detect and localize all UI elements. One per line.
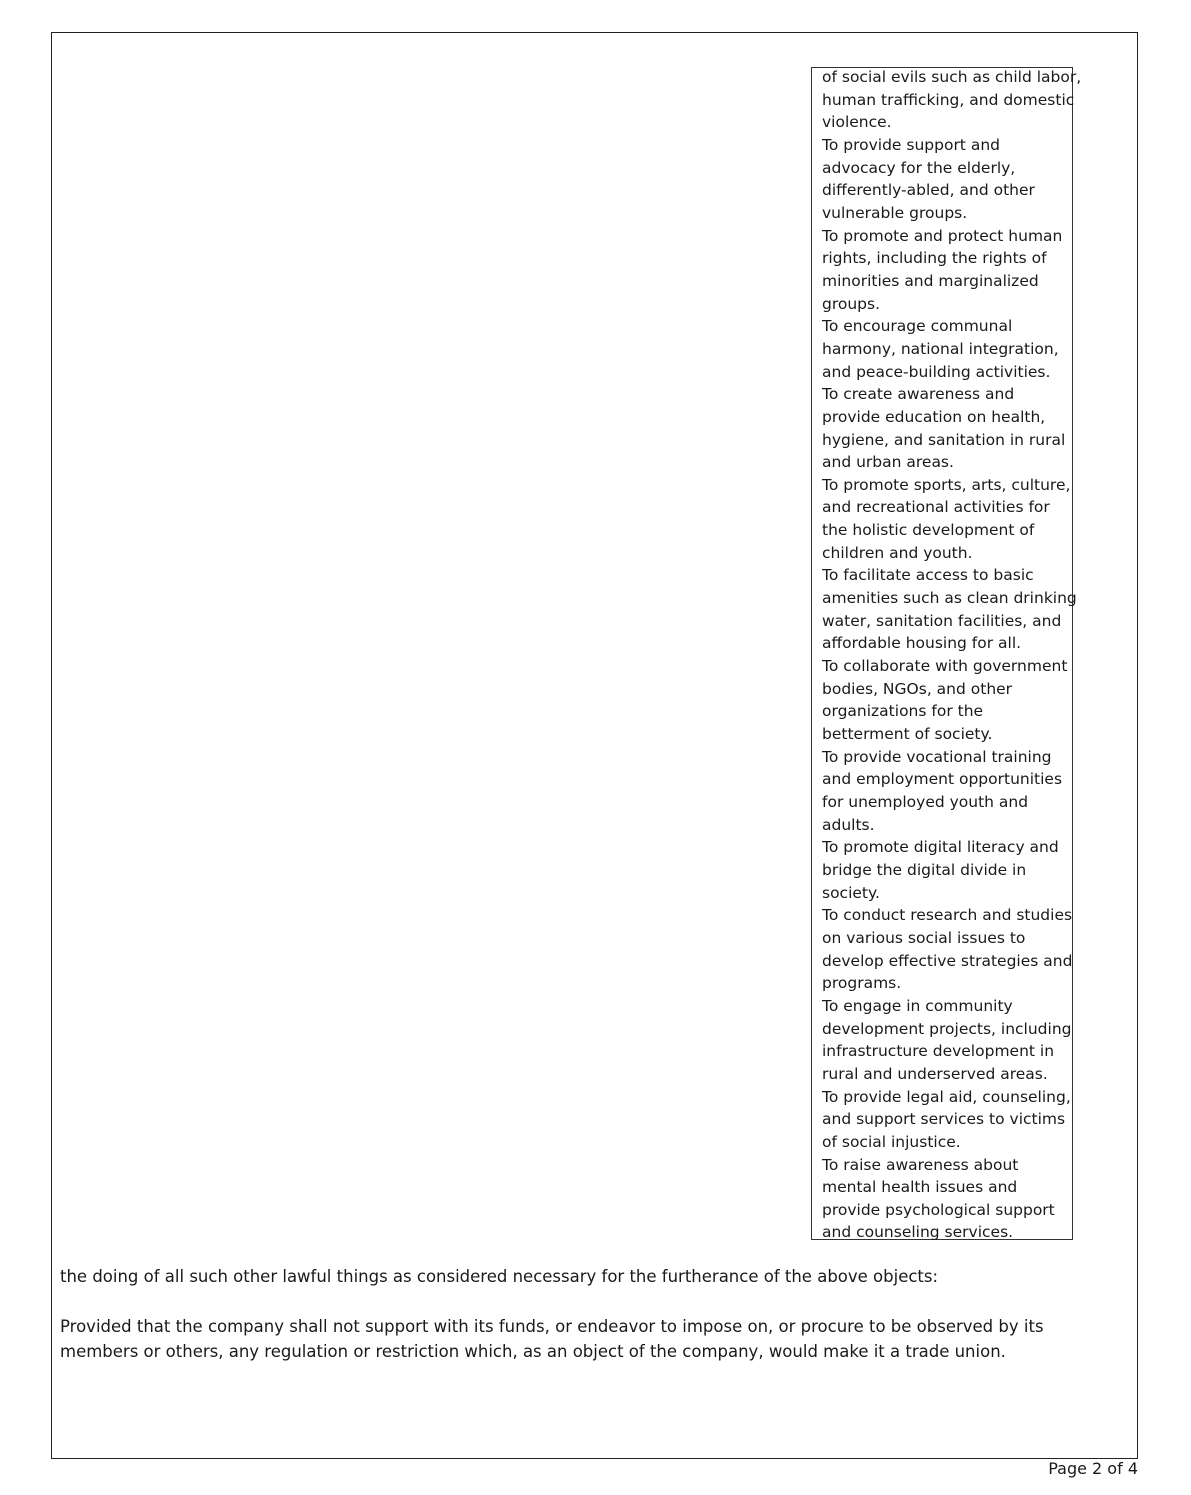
object-item-line: differently-abled, and other [822,181,1035,200]
object-item-line: infrastructure development in [822,1042,1055,1061]
object-item-line: To provide legal aid, counseling, [822,1087,1071,1106]
object-item-line: society. [822,883,880,902]
object-item-line: provide psychological support [822,1200,1055,1219]
object-item-line: To promote and protect human [822,226,1063,245]
object-item [822,474,1084,565]
object-item [822,1154,1084,1245]
object-item [822,904,1084,995]
object-item-line: development projects, including [822,1019,1072,1038]
object-item-line: violence. [822,113,892,132]
object-item-line: adults. [822,815,875,834]
object-item-line: on various social issues to [822,928,1026,947]
object-item-line: harmony, national integration, [822,339,1059,358]
object-item-line: To raise awareness about [822,1155,1019,1174]
object-item-line: rights, including the rights of [822,249,1047,268]
object-item-line: To promote sports, arts, culture, [822,475,1071,494]
object-item [822,66,1084,134]
proviso-paragraph: Provided that the company shall not support with its funds, or endeavor to impose on, or procure to be observed by its members or others, any regulation or restriction which, as an object of the company, would make it a trade union. [60,1317,1044,1361]
object-item-line: and urban areas. [822,453,954,472]
object-item-line: vulnerable groups. [822,203,968,222]
object-item-line: To provide vocational training [822,747,1052,766]
object-item-line: amenities such as clean drinking [822,589,1077,608]
object-item-line: and employment opportunities [822,770,1063,789]
objects-text-box [811,67,1082,1242]
object-item [822,995,1084,1086]
object-item-line: To encourage communal [822,317,1013,336]
object-item-line: water, sanitation facilities, and [822,611,1062,630]
object-item-line: children and youth. [822,543,973,562]
object-item [822,134,1084,225]
object-item-line: of social evils such as child labor, [822,68,1082,86]
object-item [822,655,1084,746]
object-item [822,225,1084,316]
page-number: Page 2 of 4 [1048,1459,1138,1478]
object-item-line: and counseling services. [822,1223,1014,1242]
object-item-line: programs. [822,974,902,993]
object-item-line: To collaborate with government [822,657,1068,676]
object-item-line: advocacy for the elderly, [822,158,1016,177]
object-item-line: bridge the digital divide in [822,860,1027,879]
object-item-line: hygiene, and sanitation in rural [822,430,1066,449]
objects-list [822,66,1084,1244]
object-item-line: To conduct research and studies [822,906,1073,925]
object-item-line: To promote digital literacy and [822,838,1059,857]
object-item-line: provide education on health, [822,407,1046,426]
object-item-line: and peace-building activities. [822,362,1051,381]
object-item [822,836,1084,904]
object-item-line: for unemployed youth and [822,793,1029,811]
object-item-line: affordable housing for all. [822,634,1022,653]
object-item-line: To engage in community [822,996,1013,1015]
object-item-line: To provide support and [822,135,1000,154]
object-item-line: organizations for the [822,702,984,721]
object-item [822,564,1084,655]
object-item-line: and support services to victims [822,1110,1066,1129]
object-item-line: human trafficking, and domestic [822,90,1075,109]
closing-paragraph: the doing of all such other lawful things as considered necessary for the furtherance of the above objects: [60,1267,939,1286]
object-item-line: develop effective strategies and [822,951,1073,970]
object-item-line: minorities and marginalized [822,271,1039,290]
object-item-line: the holistic development of [822,521,1035,540]
object-item-line: of social injustice. [822,1132,961,1151]
object-item-line: betterment of society. [822,725,993,744]
object-item-line: To facilitate access to basic [822,566,1034,585]
object-item-line: and recreational activities for [822,498,1050,517]
object-item-line: groups. [822,294,881,313]
object-item [822,383,1084,474]
object-item-line: mental health issues and [822,1178,1018,1197]
object-item [822,746,1084,837]
object-item-line: To create awareness and [822,385,1015,404]
object-item [822,315,1084,383]
object-item-line: bodies, NGOs, and other [822,679,1013,698]
object-item-line: rural and underserved areas. [822,1064,1048,1083]
object-item [822,1086,1084,1154]
